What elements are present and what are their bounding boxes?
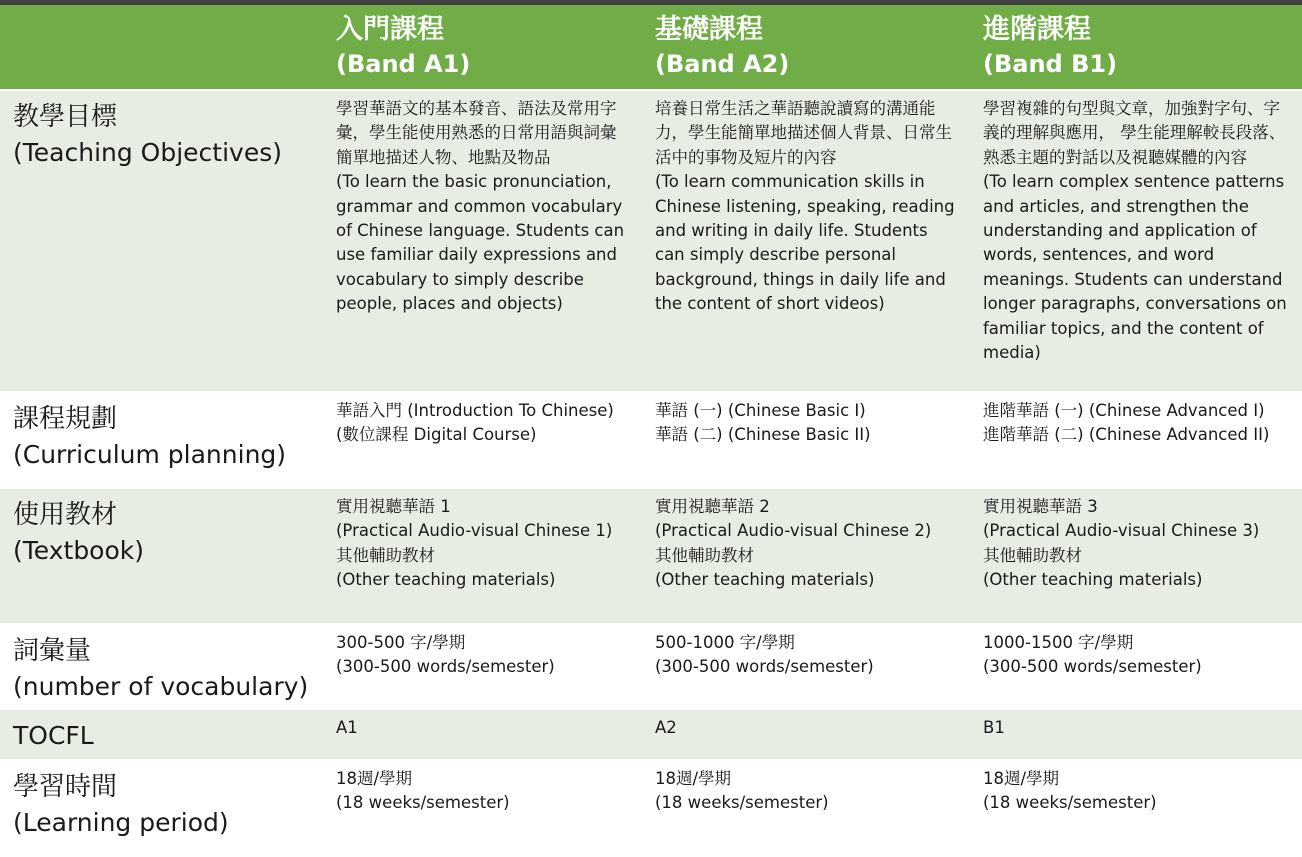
cell-text-en: (To learn complex sentence patterns and articles, and strengthen the understanding and application of words, sentences, and word meanings. Students can understand longer paragraphs, conversations on familiar topics, and the content of media) [983,172,1287,363]
header-band-b1 [967,5,1302,90]
cell-line: 華語入門 (Introduction To Chinese) [336,401,614,420]
header-band-b1-en: (Band B1) [983,50,1118,78]
cell-line: (18 weeks/semester) [983,793,1157,813]
row-label-period [0,760,320,845]
cell-text-zh: 學習華語文的基本發音、語法及常用字彙，學生能使用熟悉的日常用語與詞彙簡單地描述人物、地點及物品 [336,99,617,167]
objectives-cell-a1 [320,90,639,392]
curriculum-cell-b1 [967,392,1302,488]
table-row-vocabulary [0,624,1302,709]
vocabulary-cell-a1 [320,624,639,709]
cell-line: (Practical Audio-visual Chinese 1) [336,521,613,541]
cell-line: 華語 (二) (Chinese Basic II) [655,425,871,445]
cell-line: 300-500 字/學期 [336,633,466,652]
cell-line: (300-500 words/semester) [655,657,874,677]
cell-line: (300-500 words/semester) [983,657,1202,677]
row-label-zh: 學習時間 [13,772,118,802]
table-row-curriculum [0,392,1302,488]
cell-line: (18 weeks/semester) [655,793,829,813]
row-label-en: (number of vocabulary) [13,672,309,701]
curriculum-cell-a2 [639,392,967,488]
textbook-cell-b1 [967,488,1302,624]
row-label-en: (Curriculum planning) [13,440,287,469]
cell-line: (Other teaching materials) [336,570,556,590]
row-label-curriculum [0,392,320,488]
vocabulary-cell-a2 [639,624,967,709]
row-label-zh: 課程規劃 [13,404,118,434]
header-band-a2-en: (Band A2) [655,50,790,78]
table-row-textbook [0,488,1302,624]
table-row-period [0,760,1302,845]
header-band-b1-zh: 進階課程 [983,14,1091,45]
row-label-vocabulary [0,624,320,709]
cell-line: (Practical Audio-visual Chinese 3) [983,521,1260,541]
cell-line: 18週/學期 [336,769,413,788]
tocfl-cell-a1 [320,709,639,760]
cell-line: A2 [655,718,677,737]
row-label-en: (Learning period) [13,808,229,837]
cell-line: 500-1000 字/學期 [655,633,795,652]
cell-line: 其他輔助教材 [983,545,1082,565]
vocabulary-cell-b1 [967,624,1302,709]
cell-line: (Other teaching materials) [983,570,1203,590]
tocfl-cell-a2 [639,709,967,760]
header-empty-cell [0,5,320,90]
period-cell-b1 [967,760,1302,845]
cell-line: 18週/學期 [983,769,1060,788]
cell-line: 實用視聽華語 3 [983,497,1098,516]
row-label-zh: 詞彙量 [13,636,92,666]
cell-line: 華語 (一) (Chinese Basic I) [655,401,866,420]
cell-line: (18 weeks/semester) [336,793,510,813]
header-band-a2-zh: 基礎課程 [655,14,763,45]
cell-line: B1 [983,718,1005,737]
cell-line: 進階華語 (二) (Chinese Advanced II) [983,425,1270,445]
row-label-text: TOCFL [13,721,94,750]
cell-text-zh: 學習複雜的句型與文章，加強對字句、字義的理解與應用， 學生能理解較長段落、熟悉主題的對話以及視聽媒體的內容 [983,99,1286,167]
cell-line: 實用視聽華語 2 [655,497,770,516]
cell-line: (Other teaching materials) [655,570,875,590]
cell-line: (300-500 words/semester) [336,657,555,677]
cell-line: A1 [336,718,358,737]
curriculum-cell-a1 [320,392,639,488]
header-band-a1-zh: 入門課程 [336,14,444,45]
course-comparison-table [0,5,1302,845]
row-label-textbook [0,488,320,624]
cell-line: 18週/學期 [655,769,732,788]
header-band-a1 [320,5,639,90]
row-label-zh: 教學目標 [13,102,118,132]
header-band-a2 [639,5,967,90]
table-header-row [0,5,1302,90]
row-label-en: (Teaching Objectives) [13,138,282,167]
objectives-cell-b1 [967,90,1302,392]
cell-line: 其他輔助教材 [655,545,754,565]
textbook-cell-a1 [320,488,639,624]
row-label-tocfl [0,709,320,760]
cell-line: 實用視聽華語 1 [336,497,451,516]
cell-line: 其他輔助教材 [336,545,435,565]
period-cell-a2 [639,760,967,845]
tocfl-cell-b1 [967,709,1302,760]
cell-line: 進階華語 (一) (Chinese Advanced I) [983,401,1265,420]
cell-line: (Practical Audio-visual Chinese 2) [655,521,932,541]
cell-line: (數位課程 Digital Course) [336,425,537,445]
period-cell-a1 [320,760,639,845]
header-band-a1-en: (Band A1) [336,50,471,78]
objectives-cell-a2 [639,90,967,392]
cell-text-en: (To learn the basic pronunciation, grammar and common vocabulary of Chinese language. Students can use familiar daily expressions and vocabulary to simply describe people, places and objects) [336,172,625,314]
cell-line: 1000-1500 字/學期 [983,633,1134,652]
table-row-objectives [0,90,1302,392]
table-row-tocfl [0,709,1302,760]
cell-text-zh: 培養日常生活之華語聽說讀寫的溝通能力，學生能簡單地描述個人背景、日常生活中的事物及短片的內容 [655,99,952,167]
row-label-zh: 使用教材 [13,500,118,530]
row-label-objectives [0,90,320,392]
row-label-en: (Textbook) [13,536,145,565]
textbook-cell-a2 [639,488,967,624]
cell-text-en: (To learn communication skills in Chinese listening, speaking, reading and writing in daily life. Students can simply describe personal background, things in daily life and the content of short videos) [655,172,955,314]
